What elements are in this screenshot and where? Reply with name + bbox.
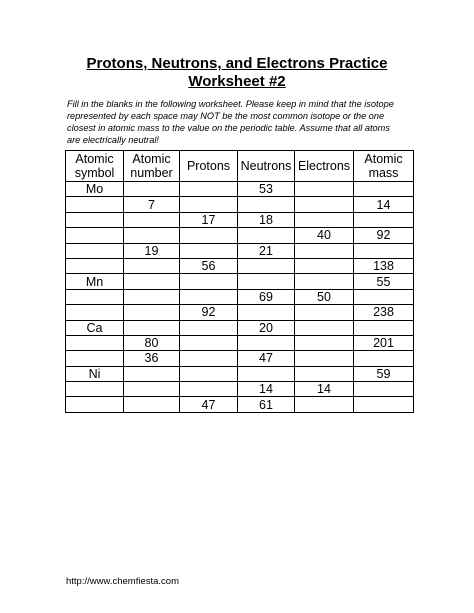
cell-electrons[interactable] — [295, 320, 354, 335]
cell-atomic-symbol[interactable] — [66, 289, 124, 304]
cell-neutrons: 18 — [238, 212, 295, 227]
cell-neutrons: 53 — [238, 182, 295, 197]
cell-atomic-number[interactable] — [124, 382, 180, 397]
cell-neutrons[interactable] — [238, 228, 295, 243]
cell-atomic-symbol[interactable] — [66, 243, 124, 258]
cell-atomic-number[interactable] — [124, 258, 180, 273]
cell-atomic-symbol[interactable] — [66, 228, 124, 243]
instructions-line: closest in atomic mass to the value on the periodic table. Assume that all atoms — [67, 123, 390, 133]
cell-atomic-symbol: Mn — [66, 274, 124, 289]
header-text-line: Atomic — [364, 152, 403, 166]
header-atomic-number — [124, 151, 180, 182]
header-atomic-mass — [354, 151, 414, 182]
cell-atomic-number[interactable] — [124, 274, 180, 289]
cell-atomic-mass: 59 — [354, 366, 414, 381]
cell-atomic-mass[interactable] — [354, 289, 414, 304]
cell-atomic-mass[interactable] — [354, 382, 414, 397]
cell-protons[interactable] — [180, 243, 238, 258]
cell-neutrons[interactable] — [238, 258, 295, 273]
cell-atomic-number[interactable] — [124, 289, 180, 304]
cell-atomic-number: 36 — [124, 351, 180, 366]
table-row — [66, 335, 414, 350]
cell-atomic-symbol[interactable] — [66, 335, 124, 350]
cell-atomic-number: 80 — [124, 335, 180, 350]
cell-neutrons: 47 — [238, 351, 295, 366]
cell-atomic-mass[interactable] — [354, 397, 414, 412]
cell-atomic-symbol: Ca — [66, 320, 124, 335]
cell-atomic-mass: 55 — [354, 274, 414, 289]
cell-atomic-number[interactable] — [124, 228, 180, 243]
cell-neutrons[interactable] — [238, 366, 295, 381]
cell-atomic-mass[interactable] — [354, 320, 414, 335]
instructions-line: represented by each space may NOT be the most common isotope or the one — [67, 111, 385, 121]
cell-atomic-symbol: Mo — [66, 182, 124, 197]
header-neutrons — [238, 151, 295, 182]
cell-atomic-mass: 92 — [354, 228, 414, 243]
cell-protons[interactable] — [180, 289, 238, 304]
cell-atomic-symbol[interactable] — [66, 212, 124, 227]
cell-atomic-mass: 201 — [354, 335, 414, 350]
cell-atomic-symbol[interactable] — [66, 305, 124, 320]
cell-protons[interactable] — [180, 382, 238, 397]
cell-electrons: 50 — [295, 289, 354, 304]
table-row — [66, 289, 414, 304]
header-protons — [180, 151, 238, 182]
cell-protons: 56 — [180, 258, 238, 273]
cell-atomic-symbol: Ni — [66, 366, 124, 381]
cell-atomic-mass: 138 — [354, 258, 414, 273]
table-row — [66, 320, 414, 335]
instructions-line: Fill in the blanks in the following worksheet. Please keep in mind that the isotope — [67, 99, 394, 109]
worksheet-table — [65, 150, 414, 413]
cell-electrons[interactable] — [295, 212, 354, 227]
worksheet-title-line-2: Worksheet #2 — [188, 73, 286, 90]
cell-electrons: 14 — [295, 382, 354, 397]
header-text-line: symbol — [74, 166, 115, 180]
cell-atomic-mass[interactable] — [354, 243, 414, 258]
cell-neutrons[interactable] — [238, 197, 295, 212]
table-row — [66, 182, 414, 197]
header-text-line: Neutrons — [240, 159, 292, 173]
instructions-line: are electrically neutral! — [67, 135, 159, 145]
table-body — [66, 182, 414, 413]
cell-atomic-mass: 238 — [354, 305, 414, 320]
header-text-line: Protons — [186, 159, 231, 173]
table-row — [66, 382, 414, 397]
cell-atomic-mass[interactable] — [354, 212, 414, 227]
cell-atomic-symbol[interactable] — [66, 351, 124, 366]
header-electrons — [295, 151, 354, 182]
cell-neutrons: 61 — [238, 397, 295, 412]
cell-atomic-number[interactable] — [124, 397, 180, 412]
cell-atomic-mass[interactable] — [354, 182, 414, 197]
cell-atomic-number: 7 — [124, 197, 180, 212]
header-text-line: mass — [368, 166, 399, 180]
cell-neutrons: 14 — [238, 382, 295, 397]
cell-neutrons[interactable] — [238, 305, 295, 320]
cell-electrons[interactable] — [295, 182, 354, 197]
cell-protons[interactable] — [180, 197, 238, 212]
instructions — [67, 98, 417, 146]
cell-atomic-symbol[interactable] — [66, 397, 124, 412]
cell-atomic-number: 19 — [124, 243, 180, 258]
table-row — [66, 243, 414, 258]
worksheet-title-line-1: Protons, Neutrons, and Electrons Practice — [86, 55, 388, 72]
cell-neutrons: 20 — [238, 320, 295, 335]
cell-atomic-number[interactable] — [124, 366, 180, 381]
cell-electrons[interactable] — [295, 258, 354, 273]
cell-electrons[interactable] — [295, 305, 354, 320]
cell-neutrons: 69 — [238, 289, 295, 304]
cell-protons: 17 — [180, 212, 238, 227]
cell-electrons: 40 — [295, 228, 354, 243]
header-text-line: Atomic — [132, 152, 171, 166]
cell-neutrons: 21 — [238, 243, 295, 258]
cell-atomic-symbol[interactable] — [66, 258, 124, 273]
cell-atomic-number[interactable] — [124, 212, 180, 227]
table-row — [66, 258, 414, 273]
cell-protons[interactable] — [180, 228, 238, 243]
cell-atomic-symbol[interactable] — [66, 197, 124, 212]
cell-electrons[interactable] — [295, 397, 354, 412]
cell-protons[interactable] — [180, 366, 238, 381]
cell-neutrons[interactable] — [238, 335, 295, 350]
table-row — [66, 274, 414, 289]
table-row — [66, 397, 414, 412]
table-row — [66, 305, 414, 320]
cell-atomic-number[interactable] — [124, 182, 180, 197]
cell-protons[interactable] — [180, 274, 238, 289]
cell-atomic-mass[interactable] — [354, 351, 414, 366]
table-row — [66, 212, 414, 227]
table-header-row — [66, 151, 414, 182]
cell-protons[interactable] — [180, 320, 238, 335]
cell-protons[interactable] — [180, 351, 238, 366]
cell-protons[interactable] — [180, 182, 238, 197]
cell-protons: 47 — [180, 397, 238, 412]
cell-neutrons[interactable] — [238, 274, 295, 289]
header-text-line: Atomic — [75, 152, 114, 166]
cell-protons[interactable] — [180, 335, 238, 350]
cell-electrons[interactable] — [295, 243, 354, 258]
table-row — [66, 197, 414, 212]
table-row — [66, 228, 414, 243]
cell-atomic-number[interactable] — [124, 320, 180, 335]
header-text-line: Electrons — [297, 159, 351, 173]
cell-atomic-number[interactable] — [124, 305, 180, 320]
cell-electrons[interactable] — [295, 335, 354, 350]
cell-atomic-symbol[interactable] — [66, 382, 124, 397]
cell-electrons[interactable] — [295, 366, 354, 381]
footer-url: http://www.chemfiesta.com — [66, 576, 179, 587]
cell-protons: 92 — [180, 305, 238, 320]
cell-electrons[interactable] — [295, 197, 354, 212]
cell-electrons[interactable] — [295, 351, 354, 366]
header-text-line: number — [130, 166, 173, 180]
cell-electrons[interactable] — [295, 274, 354, 289]
table-row — [66, 366, 414, 381]
cell-atomic-mass: 14 — [354, 197, 414, 212]
table-row — [66, 351, 414, 366]
header-atomic-symbol — [66, 151, 124, 182]
